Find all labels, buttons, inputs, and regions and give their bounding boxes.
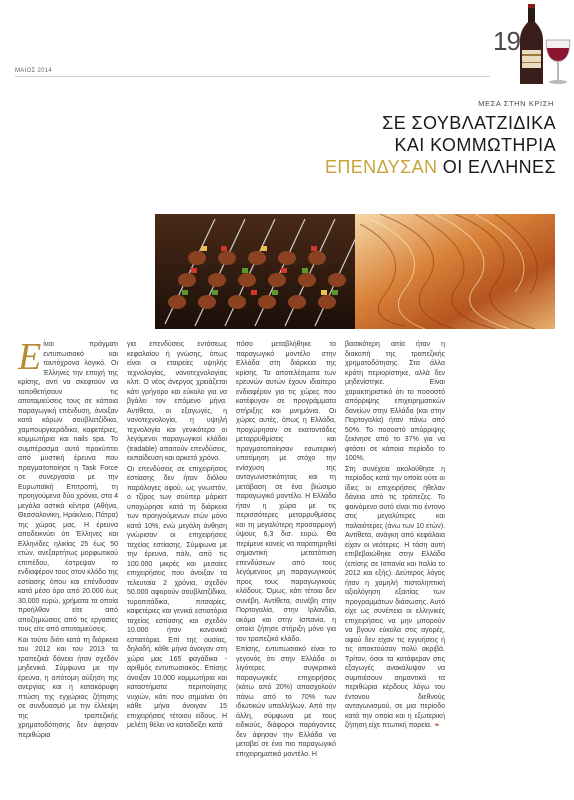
paragraph: Στη συνέχεια ακολούθησε η περίοδος κατά την οποία ούτε οι ίδιες οι επιχειρήσεις ήθελαν δάνεια από τις τράπεζες. Το φαινόμενο αυτό είναι πιο έντονο στις μεγαλύτερες και παλαιότερες (άνω των 10 ετών). Αντίθετα, ανάγκη από κεφάλαια είχαν οι νεότερες. Η τάση αυτή επιβεβαιώθηκε στην Ελλάδα (επίσης σε Ισπανία και Ιταλία το 2012 και εξής). Δεύτερος λόγος ήταν η χαμηλή πιστοληπτική αξιολόγηση εξαιτίας των προγραμμάτων διάσωσης. Αυτό είχε ως συνέπεια οι ελληνικές επιχειρήσεις να μην μπορούν να βγουν εύκολα στις αγορές, αφού δεν είχαν τις εγγυήσεις ή τις αποκτούσαν πολύ ακριβά. Τρίτον, όσοι τα κατάφεραν στις εξαγωγές ανακάλυψαν να συμπιέσουν σημαντικά τα περιθώρια κέρδους λόγω του έντονου διεθνούς ανταγωνισμού, σε μια περίοδο κατά την οποία και η εξωτερική ζήτηση είχε πτωτική πορεία. ❧	[345, 465, 445, 729]
wine-bottle-icon	[520, 4, 543, 84]
article-column-1	[18, 336, 118, 792]
paragraph: πόσο μεταβλήθηκε το παραγωγικό μοντέλο στην Ελλάδα στη διάρκεια της κρίσης. Τα αποτελέσματα των ερευνών αυτών έχουν ιδιαίτερο ενδιαφέρον για τις χώρες που κατέφυγαν σε προγράμματα στήριξης και μνημόνια. Οι χώρες αυτές, όπως η Ελλάδα, προχώρησαν σε εκατοντάδες μεταρρυθμίσεις και πραγματοποίησαν εσωτερική υποτίμηση με στόχο την ενίσχυση της ανταγωνιστικότητας και τη μετάβαση σε ένα βιώσιμο παραγωγικό μοντέλο. Η Ελλάδα ήταν η χώρα με τις περισσότερες μεταρρυθμίσεις και τη μεγαλύτερη προσαρμογή ύψους 6,3 δισ. ευρώ. Θα περίμενε κανείς να παρατηρηθεί σημαντική μετατόπιση επενδύσεων από τους λεγόμενους μη παραγωγικούς προς τους παραγωγικούς κλάδους. Όμως, κάτι τέτοιο δεν συνέβη. Αντίθετα, συνέβη στην Πορτογαλία, στην Ιρλανδία, ακόμα και στην Ισπανία, η οποία ζήτησε στήριξη μόνο για τον τραπεζικό κλάδο.	[236, 341, 336, 643]
end-mark-icon: ❧	[433, 722, 440, 729]
header-divider	[15, 76, 490, 77]
drop-cap: Ε	[18, 336, 42, 378]
paragraph: Επίσης, εντυπωσιακό είναι το γεγονός ότι στην Ελλάδα οι λιγότερες συγκριτικά παραγωγικές επιχειρήσεις (κάτω από 20%) απασχολούν πάνω από το 70% των ιδιωτικών υπαλλήλων. Από την άλλη, σύμφωνα με τους ειδικούς, διάφοροι παράγοντες δεν άφησαν την Ελλάδα να μεταβεί σε ένα πιο παραγωγικό επιχειρηματικό μοντέλο. Η	[236, 646, 336, 758]
photo-strip	[155, 214, 555, 329]
hair-photo	[355, 214, 555, 329]
souvlaki-photo	[155, 214, 360, 329]
paragraph: βασικότερη αιτία ήταν η διακοπή της τραπεζικής χρηματοδότησης. Στα άλλα κράτη περιορίστηκε, αλλά δεν μηδενίστηκε. Είναι χαρακτηριστικό ότι το ποσοστό απόρριψης επιχειρηματικών δανείων στην Ελλάδα (και στην Πορτογαλία) ήταν πάνω από 50%. Το ποσοστό απόρριψης ξεκίνησε από το 37% για να φτάσει σε κάποια περίοδο το 100%.	[345, 341, 445, 462]
article-column-3	[236, 340, 336, 792]
page-header	[0, 0, 574, 82]
paragraph: για επενδύσεις εντάσεως κεφαλαίου ή γνώσης, όπως είναι οι εταιρείες υψηλής τεχνολογίας, νανοτεχνολογίας κλπ. Ο νέος άνεργος χρειάζεται κάτι γρήγορο και εύκολο για να βγάλει τον επόμενο μήνα. Αντίθετα, οι εξαγωγές, η νανοτεχνολογία, η υψηλή τεχνολογία και γενικότερα οι λεγόμενοι παραγωγικοί κλάδοι (tradable) απαιτούν επενδύσεις, εκπαίδευση και αρκετό χρόνο.	[127, 341, 227, 462]
article-headline	[325, 112, 556, 178]
paragraph: Και τούτο διότι κατά τη διάρκεια του 2012 και του 2013 τα τραπεζικά δάνεια ήταν σχεδόν μηδενικά. Σύμφωνα με την έρευνα, η απότομη αύξηση της ανεργίας και η κατακόρυφη πτώση της εγχώριας ζήτησης σε συνδυασμό με την έλλειψη της τραπεζικής χρηματοδότησης δεν άφησαν περιθώρια	[18, 636, 118, 739]
headline-line-2: ΚΑΙ ΚΟΜΜΩΤΗΡΙΑ	[394, 135, 556, 155]
headline-rest: ΟΙ ΕΛΛΗΝΕΣ	[437, 157, 556, 177]
headline-line-1: ΣΕ ΣΟΥΒΛΑΤΖΙΔΙΚΑ	[382, 113, 556, 133]
issue-date: ΜΑΙΟΣ 2014	[15, 68, 53, 74]
headline-line-3	[325, 156, 556, 178]
article-body	[18, 336, 558, 792]
article-column-4	[345, 340, 445, 792]
article-column-2	[127, 340, 227, 792]
headline-accent: ΕΠΕΝΔΥΣΑΝ	[324, 157, 438, 177]
paragraph: Οι επενδύσεις σε επιχειρήσεις εστίασης δεν ήταν διόλου παράλογες αφού, ως γνωστόν, ο τζίρος των σούπερ μάρκετ υποχώρησε κατά τη διάρκεια των προηγούμενων ετών μόνο κατά 10%, ενώ μεγάλη άνθηση γνώρισαν οι επιχειρήσεις ταχείας εστίασης. Σύμφωνα με την έρευνα, πάλι, από τις 100.000 μικρές και μεσαίες επιχειρήσεις που άνοιξαν τα τελευταία 2 χρόνια, σχεδόν 50.000 αφορούν σουβλατζίδικα, τυροπιτάδικα, πιτσαρίες, καφετέριες και γενικά εστιατόρια ταχείας εστίασης και σχεδόν 10.000 ήταν κανονικά εστιατόρια. Επί της ουσίας, δηλαδή, κάθε μήνα άνοιγαν στη χώρα μας 165 φαγάδικα - αριθμός εντυπωσιακός. Επίσης άνοιξαν 10.000 κομμωτήρια και καταστήματα περιποίησης νυχιών, κάτι που σημαίνει ότι κάθε μήνα άνοιγαν 15 επιχειρήσεις τέτοιου είδους. Η μελέτη θέλει να καταδείξει κατά	[127, 465, 227, 729]
paragraph: Είναι πράγματι εντυπωσιακό και ταυτόχρονα λογικό. Οι Έλληνες την εποχή της κρίσης, αντί να σκεφτούν να τοποθετήσουν τις αποταμιεύσεις τους σε κάποια παραγωγική επένδυση, άνοιξαν κατά κόρων σουβλατζίδικα, χαμπουργκεράδικα, καφετέριες, κομμωτήρια και nails spa. Το συμπέρασμα αυτό προκύπτει από μυστική έρευνα που πραγματοποίησε η Task Force σε συνεργασία με την Ευρωπαϊκή Επιτροπή, τη προηγούμενα δύο χρόνια, στα 4 μεγάλα αστικά κέντρα (Αθήνα, Θεσσαλονίκη, Ηράκλειο, Πάτρα) της χώρας μας. Η έρευνα αποδεικνύει ότι Έλληνες και Ελληνίδες ηλικίας 25 έως 50 ετών, ανεξαρτήτως μορφωτικού επιπέδου, έστρεψαν το ενδιαφέρον τους στον κλάδο της εστίασης όπου και επένδυσαν κατά μέσο όρο από 20.000 έως 30.000 ευρώ, χρήματα τα οποία προήλθαν είτε από αποζημιώσεις από τις εργασίες τους είτε από αποταμιεύσεις.	[18, 336, 118, 633]
wine-bottle-glass-icon	[516, 4, 572, 86]
page-number: 19	[493, 26, 520, 56]
wine-glass-icon	[546, 40, 570, 84]
section-kicker: ΜΕΣΑ ΣΤΗΝ ΚΡΙΣΗ	[478, 99, 554, 108]
